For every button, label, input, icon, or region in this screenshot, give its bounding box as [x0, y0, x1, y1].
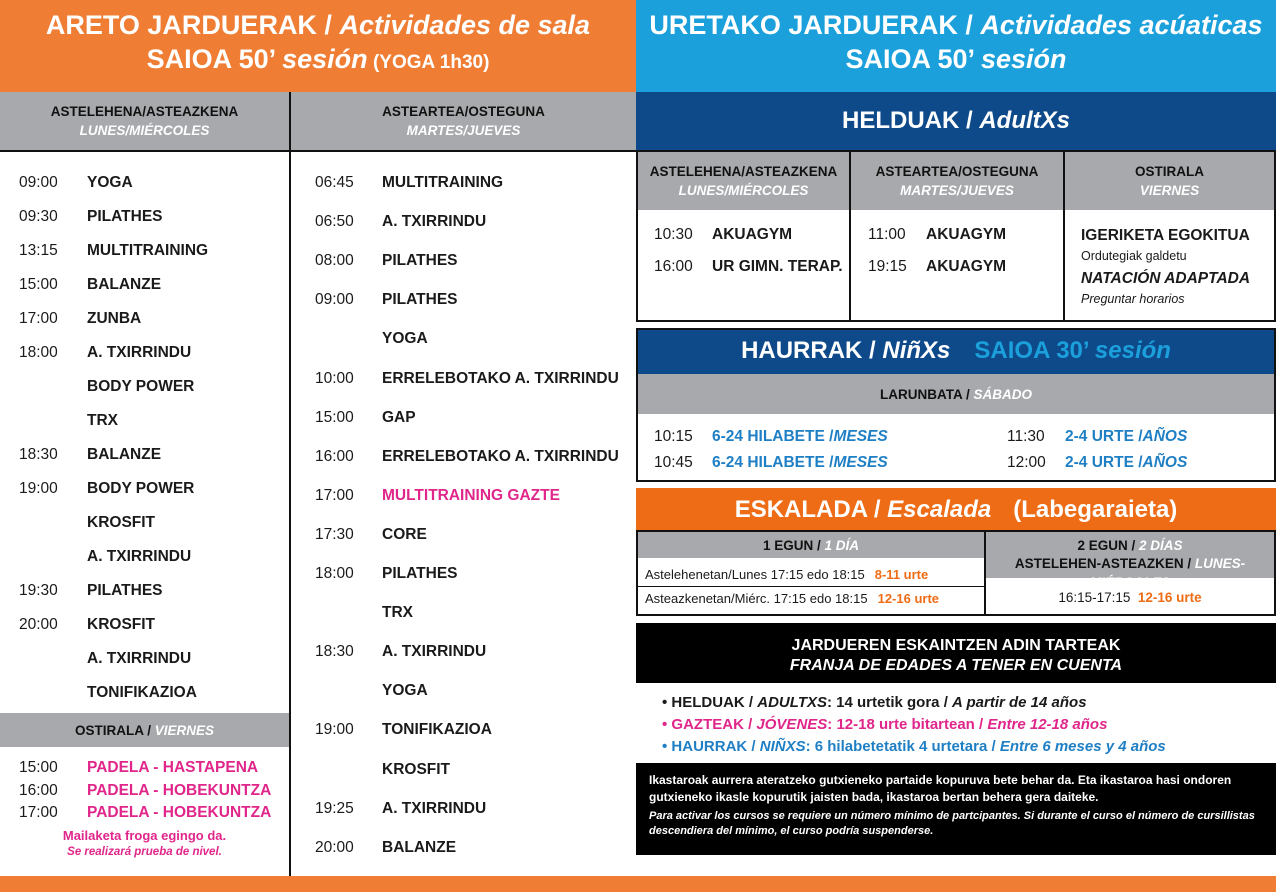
ask-hours-es: Preguntar horarios: [1081, 292, 1185, 306]
kids-time: 12:00: [1007, 454, 1046, 471]
climbing-1day-age: 8-11 urte: [874, 567, 929, 582]
col2-day-eu: ASTEARTEA/OSTEGUNA: [382, 104, 545, 119]
adults-activity: UR GIMN. TERAP.: [712, 258, 843, 275]
col2-activity: ERRELEBOTAKO A. TXIRRINDU: [382, 447, 619, 465]
col1-day-eu: ASTELEHENA/ASTEAZKENA: [50, 104, 239, 119]
kids-age-es: AÑOS: [1142, 454, 1188, 471]
friday-time: 15:00: [19, 759, 58, 776]
col2-time: 06:50: [315, 213, 354, 231]
kids-day-eu: LARUNBATA /: [879, 387, 974, 402]
age-range-item: [662, 738, 1166, 755]
adults-day-mw-es: LUNES/MIÉRCOLES: [678, 183, 809, 198]
col1-time: 20:00: [19, 616, 58, 633]
level-test-note-eu: Mailaketa froga egingo da.: [62, 828, 227, 843]
room-title-es: Actividades de sala: [339, 10, 591, 40]
adults-day-tt-eu: ASTEARTEA/OSTEGUNA: [875, 164, 1039, 179]
col1-time: 19:30: [19, 582, 58, 599]
friday-eu: OSTIRALA /: [74, 723, 155, 738]
col1-day-es: LUNES/MIÉRCOLES: [79, 123, 210, 138]
room-title-eu: ARETO JARDUERAK /: [45, 10, 340, 40]
age-ranges-title-eu: JARDUEREN ESKAINTZEN ADIN TARTEAK: [791, 637, 1121, 654]
col1-time: 18:30: [19, 446, 58, 463]
age-range-eu: : 14 urtetik gora /: [827, 694, 953, 711]
col1-time: 19:00: [19, 480, 58, 497]
kids-age-eu: 6-24 HILABETE / MESES: [712, 454, 888, 471]
col1-activity: ZUNBA: [87, 310, 142, 327]
climbing-1day-text: Asteazkenetan/Miérc. 17:15 edo 18:15: [645, 591, 868, 606]
col2-activity: A. TXIRRINDU: [382, 799, 487, 817]
kids-age-es: AÑOS: [1142, 428, 1188, 445]
climbing-2day-header: [986, 532, 1274, 590]
col2-activity: CORE: [382, 525, 427, 543]
col1-day-header: [0, 92, 289, 150]
age-range-eu: : 6 hilabetetatik 4 urtetara /: [805, 738, 1000, 755]
age-group-eu: • GAZTEAK /: [662, 716, 757, 733]
room-session-label: SAIOA 50’: [146, 44, 283, 74]
col2-activity: YOGA: [382, 682, 428, 700]
notice-es: Para activar los cursos se requiere un número mínimo de partcipantes. Si durante el curso el número de cursillistas descendiera del mínimo, el curso podría suspenderse.: [649, 810, 1255, 837]
adults-title: [636, 92, 1276, 150]
col2-time: 10:00: [315, 369, 354, 387]
age-range-es: Entre 12-18 años: [987, 716, 1108, 733]
col2-activity: ERRELEBOTAKO A. TXIRRINDU: [382, 369, 619, 387]
col1-activity: BODY POWER: [87, 480, 195, 497]
kids-day-header: [638, 374, 1274, 414]
climbing-2day-row: [986, 590, 1274, 605]
level-test-note-es: Se realizará prueba de nivel.: [67, 846, 222, 858]
adults-activity: AKUAGYM: [926, 226, 1007, 243]
col2-time: 09:00: [315, 291, 354, 309]
kids-age-eu: 2-4 URTE / AÑOS: [1065, 454, 1188, 471]
climbing-title-es: Escalada: [887, 496, 992, 523]
header-rule: [0, 150, 636, 152]
col1-activity: A. TXIRRINDU: [87, 344, 192, 361]
climbing-1day-text: Astelehenetan/Lunes 17:15 edo 18:15: [645, 567, 865, 582]
age-range-eu: : 12-18 urte bitartean /: [827, 716, 988, 733]
col1-activity: TONIFIKAZIOA: [87, 684, 197, 701]
age-range-es: Entre 6 meses y 4 años: [999, 738, 1166, 755]
col2-activity: GAP: [382, 408, 416, 426]
climbing-title-eu: ESKALADA /: [734, 496, 888, 523]
kids-day-es: SÁBADO: [973, 387, 1032, 402]
room-yoga-note: (YOGA 1h30): [367, 52, 490, 73]
water-title-eu: URETAKO JARDUERAK /: [649, 10, 981, 40]
footer-strip: [0, 876, 1276, 892]
adults-day-mw-eu: ASTELEHENA/ASTEAZKENA: [649, 164, 838, 179]
kids-time: 11:30: [1007, 428, 1045, 445]
minimum-participants-notice: [636, 763, 1276, 855]
col1-activity: YOGA: [87, 174, 133, 191]
col2-activity: MULTITRAINING: [382, 174, 504, 191]
col2-activity: A. TXIRRINDU: [382, 643, 487, 661]
climbing-row-rule: [638, 586, 984, 587]
col1-time: 18:00: [19, 344, 58, 361]
age-group-es: ADULTXS: [757, 694, 827, 711]
col1-activity: A. TXIRRINDU: [87, 650, 192, 667]
kids-age-es: MESES: [833, 428, 888, 445]
age-group-es: NIÑXS: [759, 738, 806, 755]
age-range-es: A partir de 14 años: [952, 694, 1087, 711]
col1-activity: TRX: [87, 412, 118, 429]
water-title-es: Actividades acúaticas: [980, 10, 1263, 40]
col1-activity: KROSFIT: [87, 616, 156, 633]
adults-time: 11:00: [868, 226, 906, 243]
col2-activity: A. TXIRRINDU: [382, 213, 487, 231]
col2-activity: BALANZE: [382, 838, 457, 856]
kids-age-eu: 6-24 HILABETE / MESES: [712, 428, 888, 445]
col2-activity: PILATHES: [382, 291, 458, 309]
climbing-2day-eu: 2 EGUN /: [1077, 538, 1139, 553]
adults-day-fri-eu: OSTIRALA: [1135, 164, 1204, 179]
friday-time: 16:00: [19, 781, 58, 799]
col2-time: 20:00: [315, 838, 354, 856]
room-activities-header: [0, 0, 636, 92]
col2-activity: TONIFIKAZIOA: [382, 721, 492, 739]
adults-divider-2: [1063, 152, 1065, 320]
col2-time: 17:00: [315, 486, 354, 504]
adults-time: 16:00: [654, 258, 693, 275]
col2-time: 15:00: [315, 408, 354, 426]
climbing-2day-days-eu: ASTELEHEN-ASTEAZKEN /: [1014, 556, 1195, 571]
col1-activity: PILATHES: [87, 208, 163, 225]
col1-time: 13:15: [19, 242, 58, 259]
col1-activity: BALANZE: [87, 446, 162, 463]
water-session-word: sesión: [981, 44, 1067, 74]
col2-activity: KROSFIT: [382, 760, 451, 778]
col1-activity: A. TXIRRINDU: [87, 548, 192, 565]
adults-day-fri-es: VIERNES: [1139, 183, 1200, 198]
column-divider: [289, 92, 291, 876]
age-ranges-header: [636, 623, 1276, 683]
adults-time: 10:30: [654, 226, 693, 243]
adults-activity: AKUAGYM: [926, 258, 1007, 275]
col1-activity: PILATHES: [87, 582, 163, 599]
climbing-2day-time: 16:15-17:15: [1058, 590, 1131, 605]
col2-time: 06:45: [315, 174, 354, 191]
col1-time: 15:00: [19, 276, 58, 293]
age-range-item: [662, 716, 1107, 733]
water-activities-header: [636, 0, 1276, 92]
adults-time: 19:15: [868, 258, 907, 275]
age-ranges-title-es: FRANJA DE EDADES A TENER EN CUENTA: [789, 657, 1123, 674]
kids-age-es: MESES: [833, 454, 888, 471]
kids-session-word: sesión: [1094, 337, 1171, 364]
climbing-1day-row: [645, 591, 939, 606]
col2-day-header: [291, 92, 636, 150]
col1-time: 17:00: [19, 310, 58, 327]
adults-divider-1: [849, 152, 851, 320]
climbing-1day-es: 1 DÍA: [824, 538, 860, 553]
climbing-location: (Labegaraieta): [1013, 496, 1178, 523]
kids-session-label: SAIOA 30’: [974, 337, 1095, 364]
friday-header: [0, 713, 289, 747]
climbing-1day-eu: 1 EGUN /: [762, 538, 825, 553]
adults-title-eu: HELDUAK /: [841, 107, 980, 134]
col2-activity: TRX: [382, 604, 413, 622]
col2-time: 08:00: [315, 252, 354, 270]
climbing-1day-header: [638, 532, 984, 558]
friday-time: 17:00: [19, 804, 58, 821]
col1-activity: BODY POWER: [87, 378, 195, 395]
col2-time: 19:25: [315, 799, 354, 817]
col1-activity: BALANZE: [87, 276, 162, 293]
climbing-1day-row: [645, 567, 928, 582]
col1-activity: MULTITRAINING: [87, 242, 209, 259]
col2-activity: PILATHES: [382, 252, 458, 270]
adults-day-tt-es: MARTES/JUEVES: [900, 183, 1014, 198]
friday-activity: PADELA - HOBEKUNTZA: [87, 781, 272, 799]
col2-day-es: MARTES/JUEVES: [406, 123, 521, 138]
adults-day-tt: [851, 152, 1063, 210]
notice-eu: Ikastaroak aurrera ateratzeko gutxieneko partaide kopuruva bete behar da. Eta ikastaroa hasi ondoren gutxieneko ikasle kopurutik jaisten bada, ikastaroa bertan behera gera daiteke.: [649, 773, 1232, 804]
ask-hours-eu: Ordutegiak galdetu: [1081, 249, 1187, 263]
col1-activity: KROSFIT: [87, 514, 156, 531]
col2-time: 16:00: [315, 447, 354, 465]
kids-age-eu: 2-4 URTE / AÑOS: [1065, 428, 1188, 445]
col2-time: 19:00: [315, 721, 354, 739]
kids-time: 10:15: [654, 428, 693, 445]
col2-activity: PILATHES: [382, 565, 458, 582]
kids-time: 10:45: [654, 454, 693, 471]
water-session-label: SAIOA 50’: [845, 44, 981, 74]
kids-title-es: NiñXs: [882, 337, 951, 364]
room-session-word: sesión: [282, 44, 368, 74]
climbing-2day-days-es: LUNES-MIÉRCOLES: [1089, 556, 1246, 590]
climbing-2day-es: 2 DÍAS: [1139, 538, 1183, 553]
age-group-es: JÓVENES: [756, 716, 828, 733]
adults-day-fri: [1065, 152, 1274, 210]
col2-time: 18:30: [315, 643, 354, 661]
climbing-1day-age: 12-16 urte: [877, 591, 940, 606]
age-range-item: [662, 694, 1087, 711]
adapted-swim-es: NATACIÓN ADAPTADA: [1081, 270, 1251, 287]
climbing-2day-age: 12-16 urte: [1137, 590, 1202, 605]
col2-activity: YOGA: [382, 330, 428, 348]
adapted-swim-eu: IGERIKETA EGOKITUA: [1081, 227, 1250, 244]
adults-day-mw: [638, 152, 849, 210]
col1-time: 09:30: [19, 208, 58, 225]
climbing-title: [636, 488, 1276, 532]
friday-activity: PADELA - HASTAPENA: [87, 759, 259, 776]
col2-activity: MULTITRAINING GAZTE: [382, 486, 560, 504]
friday-activity: PADELA - HOBEKUNTZA: [87, 804, 272, 821]
age-group-eu: • HAURRAK /: [662, 738, 760, 755]
adults-title-es: AdultXs: [979, 107, 1070, 134]
col1-time: 09:00: [19, 174, 58, 191]
col2-time: 18:00: [315, 565, 354, 582]
friday-es: VIERNES: [154, 723, 215, 738]
age-group-eu: • HELDUAK /: [662, 694, 758, 711]
kids-title-eu: HAURRAK /: [741, 337, 883, 364]
col2-time: 17:30: [315, 525, 354, 543]
adults-activity: AKUAGYM: [712, 226, 793, 243]
